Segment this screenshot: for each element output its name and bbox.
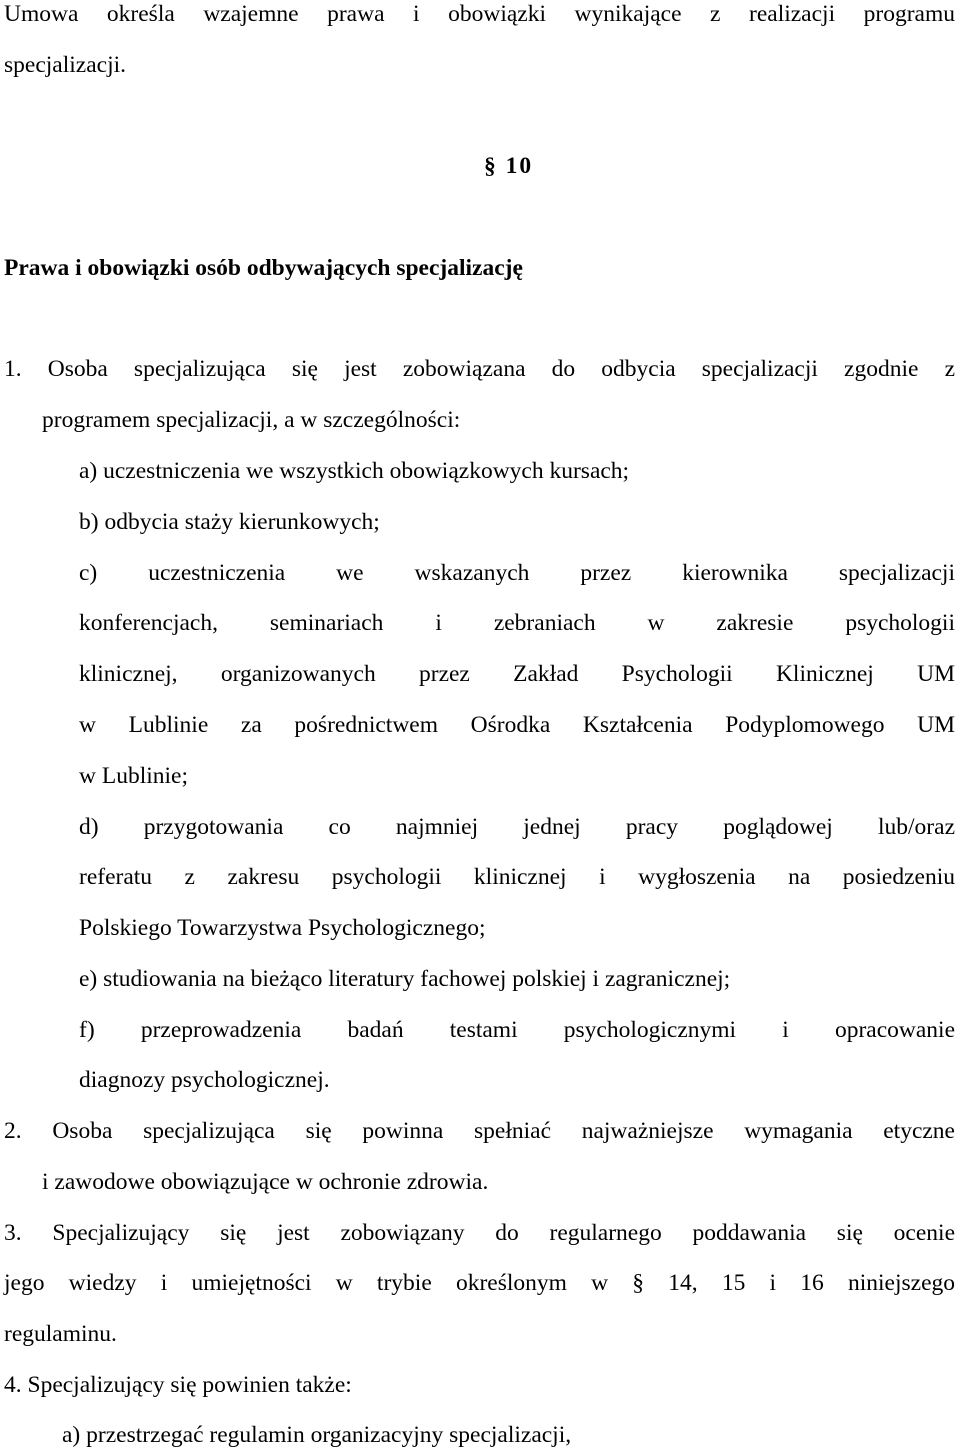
item-1-f-line-2: diagnozy psychologicznej. xyxy=(79,1067,330,1093)
item-3-line-3: regulaminu. xyxy=(4,1321,117,1347)
item-1-f-line-1: f) przeprowadzenia badań testami psychologicznymi i opracowanie xyxy=(79,1017,955,1043)
item-1-c-line-3: klinicznej, organizowanych przez Zakład Psychologii Klinicznej UM xyxy=(79,661,955,687)
item-1-c-line-1: c) uczestniczenia we wskazanych przez kierownika specjalizacji xyxy=(79,560,955,586)
section-title: Prawa i obowiązki osób odbywających specjalizację xyxy=(4,255,523,281)
intro-line-1: Umowa określa wzajemne prawa i obowiązki wynikające z realizacji programu xyxy=(4,1,955,27)
item-3-line-2: jego wiedzy i umiejętności w trybie określonym w § 14, 15 i 16 niniejszego xyxy=(4,1270,955,1296)
item-1-d-line-1: d) przygotowania co najmniej jednej pracy poglądowej lub/oraz xyxy=(79,814,955,840)
item-4-line-1: 4. Specjalizujący się powinien także: xyxy=(4,1372,352,1398)
item-1-line-2: programem specjalizacji, a w szczególności: xyxy=(42,407,461,433)
item-1-c-line-5: w Lublinie; xyxy=(79,763,188,789)
item-1-e: e) studiowania na bieżąco literatury fachowej polskiej i zagranicznej; xyxy=(79,966,731,992)
item-1-a: a) uczestniczenia we wszystkich obowiązkowych kursach; xyxy=(79,458,630,484)
item-2-line-1: 2. Osoba specjalizująca się powinna spełniać najważniejsze wymagania etyczne xyxy=(4,1118,955,1144)
item-1-line-1: 1. Osoba specjalizująca się jest zobowiązana do odbycia specjalizacji zgodnie z xyxy=(4,356,955,382)
item-1-b: b) odbycia staży kierunkowych; xyxy=(79,509,380,535)
section-number: § 10 xyxy=(484,153,534,179)
item-1-d-line-3: Polskiego Towarzystwa Psychologicznego; xyxy=(79,915,486,941)
item-2-line-2: i zawodowe obowiązujące w ochronie zdrowia. xyxy=(42,1169,489,1195)
item-1-d-line-2: referatu z zakresu psychologii klinicznej i wygłoszenia na posiedzeniu xyxy=(79,864,955,890)
item-1-c-line-4: w Lublinie za pośrednictwem Ośrodka Kształcenia Podyplomowego UM xyxy=(79,712,955,738)
item-3-line-1: 3. Specjalizujący się jest zobowiązany do regularnego poddawania się ocenie xyxy=(4,1220,955,1246)
item-1-c-line-2: konferencjach, seminariach i zebraniach w zakresie psychologii xyxy=(79,610,955,636)
intro-line-2: specjalizacji. xyxy=(4,52,126,78)
item-4-a: a) przestrzegać regulamin organizacyjny specjalizacji, xyxy=(62,1422,572,1448)
